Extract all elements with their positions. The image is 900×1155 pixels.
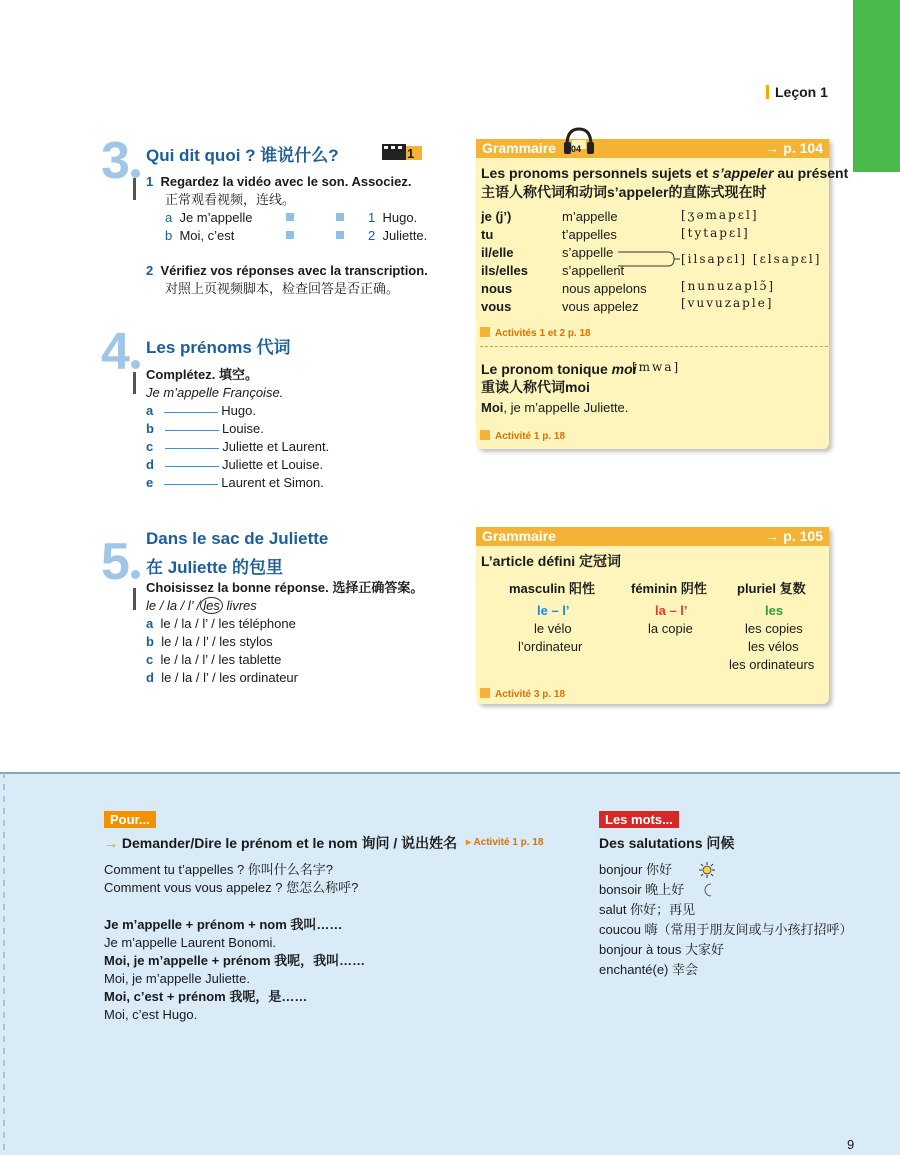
mots-tag: [599, 809, 679, 828]
number-dot: [131, 169, 140, 178]
match-dot[interactable]: [336, 213, 344, 221]
ex4-item-a[interactable]: [146, 402, 256, 420]
ex5-title-1: Dans le sac de Juliette: [146, 529, 329, 548]
match-right-2[interactable]: [368, 227, 427, 245]
conj-pron: ils/elles: [481, 263, 528, 278]
item-text: le / la / l’ / les tablette: [160, 652, 282, 667]
article-fem: la – l’: [655, 603, 688, 618]
example-word: les copies: [745, 621, 803, 636]
item-text: Laurent et Simon.: [221, 475, 324, 490]
example-bold: Moi: [481, 400, 504, 415]
ex5-item-c[interactable]: [146, 651, 281, 669]
item-text: Vérifiez vos réponses avec la transcription.: [160, 263, 428, 278]
item-letter: c: [146, 439, 154, 454]
sun-icon: [699, 862, 715, 882]
pour-line: Moi, c’est Hugo.: [104, 1007, 198, 1022]
match-text: Je m’appelle: [179, 210, 253, 225]
pour-line: Moi, c’est + prénom 我呢，是……: [104, 989, 308, 1004]
pour-line: Je m’appelle + prénom + nom 我叫……: [104, 917, 343, 932]
ex5-item-b[interactable]: [146, 633, 273, 651]
activity-text: Activité 1 p. 18: [495, 431, 566, 442]
title-verb: s’appeler: [712, 165, 774, 181]
col-head-masc: masculin 阳性: [509, 581, 595, 596]
item-letter: a: [146, 403, 154, 418]
fill-blank[interactable]: [165, 448, 219, 449]
activity-link-pour[interactable]: [466, 837, 543, 848]
pour-tag-label: Pour...: [104, 811, 156, 828]
item-text: Louise.: [221, 421, 264, 436]
conj-phon: [ʒəmapɛl]: [681, 208, 759, 222]
ex5-item-a[interactable]: [146, 615, 296, 633]
match-num: 1: [368, 210, 376, 225]
activity-text: Activités 1 et 2 p. 18: [495, 328, 591, 339]
play-arrow-icon: [480, 688, 490, 698]
ex3-title: Qui dit quoi ? 谁说什么?: [146, 146, 339, 165]
mots-tag-label: Les mots...: [599, 811, 679, 828]
example-prefix: le / la / l’ /: [146, 598, 201, 613]
circled-answer: les: [200, 597, 223, 614]
conj-phon: [nunuzaplɔ̃]: [681, 279, 775, 293]
item-letter: c: [146, 652, 154, 667]
activity-text: Activité 1 p. 18: [473, 837, 544, 848]
conj-pron: tu: [481, 227, 494, 242]
match-left-b[interactable]: [165, 227, 234, 245]
item-text: Regardez la vidéo avec le son. Associez.: [160, 174, 412, 189]
lesson-label: [766, 84, 828, 100]
example-word: les ordinateurs: [729, 657, 815, 672]
bracket-connector: [618, 246, 680, 274]
conj-pron: vous: [481, 299, 512, 314]
mots-item: salut 你好；再见: [599, 902, 696, 917]
item-text: le / la / l’ / les téléphone: [160, 616, 296, 631]
item-letter: b: [146, 421, 154, 436]
ex5-number-text: 5: [101, 533, 130, 591]
example-word: les vélos: [748, 639, 799, 654]
item-letter: d: [146, 670, 154, 685]
conj-pron: nous: [481, 281, 513, 296]
ex4-instruction: Complétez. 填空。: [146, 367, 258, 382]
ex3-number-text: 3: [101, 132, 130, 190]
grammar-page-ref[interactable]: → p. 105: [765, 528, 823, 544]
match-text: Moi, c’est: [179, 228, 235, 243]
title-part: Les pronoms personnels sujets et: [481, 165, 713, 181]
activity-link-1[interactable]: [480, 327, 591, 339]
ex4-item-e[interactable]: [146, 474, 324, 492]
dashed-edge: [0, 772, 8, 1153]
item-text: Hugo.: [221, 403, 256, 418]
pour-heading: [104, 834, 457, 852]
item-letter: e: [146, 475, 154, 490]
pour-heading-text: Demander/Dire le prénom et le nom 询问 / 说出姓名: [121, 835, 458, 851]
conj-verb: nous appelons: [562, 281, 647, 296]
activity-link-3[interactable]: [480, 688, 565, 700]
lesson-bar: [766, 85, 769, 99]
match-dot[interactable]: [286, 213, 294, 221]
conj-verb: vous appelez: [562, 299, 639, 314]
tonic-example: [481, 399, 628, 417]
item-letter: d: [146, 457, 154, 472]
example-suffix: livres: [226, 598, 257, 613]
match-left-a[interactable]: [165, 209, 252, 227]
grammar-header: [476, 139, 829, 158]
match-num: 2: [368, 228, 376, 243]
conj-phon: [vuvuzaple]: [681, 296, 774, 310]
ex5-item-d[interactable]: [146, 669, 298, 687]
play-arrow-icon: [480, 327, 490, 337]
conj-verb: s’appellent: [562, 263, 625, 278]
tonic-phon: [mwa]: [632, 360, 681, 374]
grammar1-title: [481, 164, 848, 182]
item-number: 2: [146, 263, 154, 278]
pour-tag: [104, 809, 156, 828]
item-text: Juliette et Louise.: [221, 457, 324, 472]
ex5-instruction: Choisissez la bonne réponse. 选择正确答案。: [146, 580, 424, 595]
item-letter: b: [146, 634, 154, 649]
match-letter: b: [165, 228, 173, 243]
ex3-item1: [146, 173, 411, 191]
moon-icon: [703, 882, 715, 901]
match-letter: a: [165, 210, 173, 225]
ex4-number-text: 4: [101, 323, 130, 381]
pour-line: Moi, je m’appelle + prénom 我呢，我叫……: [104, 953, 366, 968]
title-part: Le pronom tonique: [481, 361, 612, 377]
video-clap-icon: [382, 142, 422, 160]
number-dot: [131, 360, 140, 369]
grammar-header-label: Grammaire: [482, 528, 556, 544]
activity-link-2[interactable]: [480, 430, 565, 442]
title-word: moi: [611, 361, 637, 377]
exercise-4-number: [101, 323, 140, 381]
ex5-example: [146, 597, 257, 615]
mots-item: bonjour à tous 大家好: [599, 942, 725, 957]
match-dot[interactable]: [286, 231, 294, 239]
match-right-1[interactable]: [368, 209, 417, 227]
grammar-header: [476, 527, 829, 546]
green-side-tab: [853, 0, 900, 172]
grammar2-title: L’article défini 定冠词: [481, 553, 622, 569]
conj-pron: je (j’): [481, 209, 512, 224]
grammar-page-ref[interactable]: → p. 104: [765, 140, 823, 156]
mots-item: bonsoir 晚上好: [599, 882, 685, 897]
arrow-right-icon: →: [104, 835, 122, 851]
page-number: 9: [847, 1137, 855, 1152]
fill-blank[interactable]: [164, 484, 218, 485]
video-number: 1: [407, 146, 415, 161]
example-word: la copie: [648, 621, 693, 636]
audio-track: 04: [571, 144, 582, 154]
tonic-title-cn: 重读人称代词moi: [481, 379, 590, 395]
mots-item: enchanté(e) 幸会: [599, 962, 698, 977]
item-text: le / la / l’ / les stylos: [161, 634, 273, 649]
item-number: 1: [146, 174, 154, 189]
fill-blank[interactable]: [165, 430, 219, 431]
title-part: au présent: [773, 165, 849, 181]
conj-pron: il/elle: [481, 245, 514, 260]
article-masc: le – l’: [537, 603, 570, 618]
match-text: Hugo.: [382, 210, 418, 225]
ex4-item-d[interactable]: [146, 456, 323, 474]
ex3-item2: [146, 262, 428, 280]
mots-item: coucou 嗨（常用于朋友间或与小孩打招呼）: [599, 922, 853, 937]
play-arrow-icon: ▸: [466, 837, 474, 848]
ex3-item2-cn: 对照上页视频脚本，检查回答是否正确。: [165, 281, 400, 296]
ex4-item-b[interactable]: [146, 420, 264, 438]
mots-heading: Des salutations 问候: [599, 835, 735, 851]
fill-blank[interactable]: [165, 466, 219, 467]
col-head-fem: féminin 阴性: [631, 581, 707, 596]
example-rest: , je m’appelle Juliette.: [503, 400, 629, 415]
conj-verb: s’appelle: [562, 245, 614, 260]
divider: [480, 346, 828, 347]
pour-q1: Comment tu t’appelles ? 你叫什么名字?: [104, 862, 334, 877]
exercise-5-number: [101, 533, 140, 591]
item-text: Juliette et Laurent.: [222, 439, 330, 454]
exercise-hook: [133, 178, 136, 200]
item-text: le / la / l’ / les ordinateur: [161, 670, 298, 685]
number-dot: [131, 570, 140, 579]
pour-line: Je m’appelle Laurent Bonomi.: [104, 935, 276, 950]
conj-phon: [tytapɛl]: [681, 226, 750, 240]
ex4-item-c[interactable]: [146, 438, 329, 456]
ex4-example: Je m’appelle Françoise.: [146, 385, 284, 400]
activity-text: Activité 3 p. 18: [495, 689, 566, 700]
pour-line: Moi, je m’appelle Juliette.: [104, 971, 250, 986]
play-arrow-icon: [480, 430, 490, 440]
conj-verb: m’appelle: [562, 209, 618, 224]
conj-verb: t’appelles: [562, 227, 617, 242]
fill-blank[interactable]: [164, 412, 218, 413]
exercise-hook: [133, 588, 136, 610]
example-word: le vélo: [534, 621, 572, 636]
exercise-hook: [133, 372, 136, 394]
grammar-header-label: Grammaire: [482, 140, 556, 156]
grammar1-title-cn: 主语人称代词和动词s’appeler的直陈式现在时: [481, 184, 767, 200]
col-head-plur: pluriel 复数: [737, 581, 806, 596]
article-plur: les: [765, 603, 784, 618]
match-text: Juliette.: [382, 228, 428, 243]
lesson-text: Leçon 1: [775, 84, 828, 100]
ex4-title: Les prénoms 代词: [146, 338, 291, 357]
conj-phon-shared: [ilsapɛl] [ɛlsapɛl]: [681, 252, 822, 266]
pour-q2: Comment vous vous appelez ? 您怎么称呼?: [104, 880, 359, 895]
item-letter: a: [146, 616, 154, 631]
ex5-title-2: 在 Juliette 的包里: [146, 558, 283, 577]
mots-item: bonjour 你好: [599, 862, 672, 877]
ex3-item1-cn: 正常观看视频，连线。: [165, 192, 296, 207]
tonic-title: [481, 360, 637, 378]
example-word: l’ordinateur: [518, 639, 583, 654]
match-dot[interactable]: [336, 231, 344, 239]
